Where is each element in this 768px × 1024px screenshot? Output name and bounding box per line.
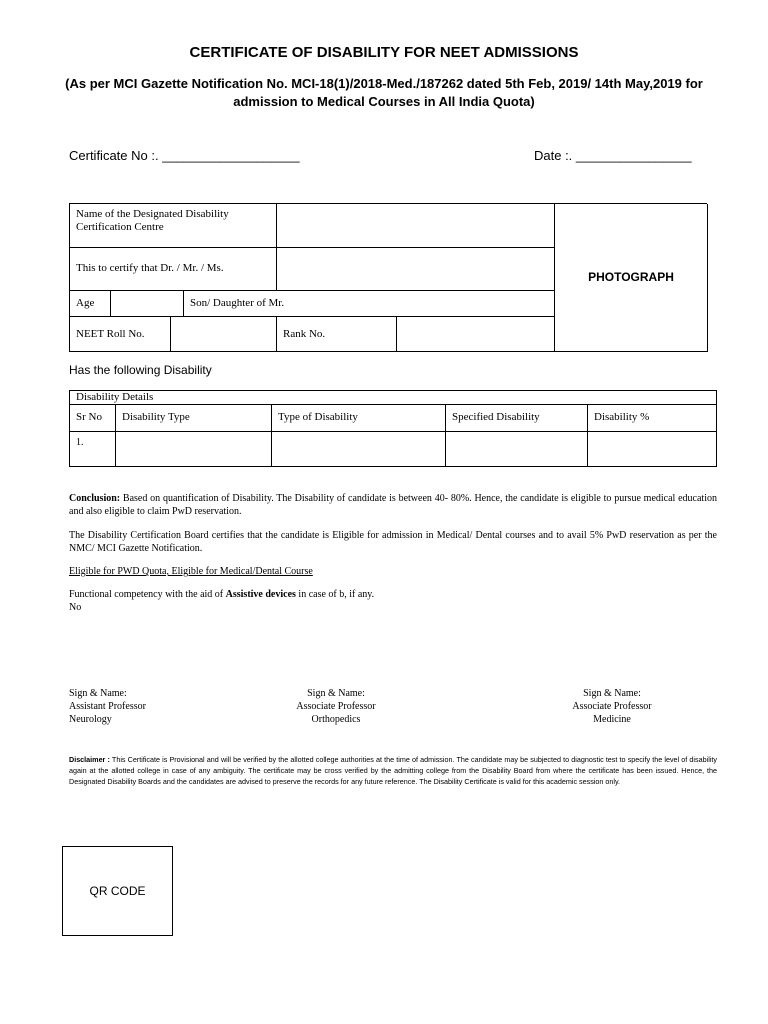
candidate-info-table: [69, 203, 707, 352]
col-sr-no: Sr No: [70, 405, 116, 432]
disclaimer: [69, 754, 717, 787]
signature-block-orthopedics: [260, 687, 412, 726]
has-disability-label: Has the following Disability: [69, 363, 212, 377]
department: Neurology: [69, 714, 112, 725]
centre-label: Name of the Designated Disability Certification Centre: [70, 204, 277, 248]
candidate-name-cell: [277, 248, 555, 291]
col-disability-percent: Disability %: [588, 405, 717, 432]
sign-name-label: Sign & Name:: [583, 688, 641, 699]
designation: Associate Professor: [572, 701, 652, 712]
board-statement: The Disability Certification Board certifies that the candidate is Eligible for admission in Medical/ Dental courses and to avail 5% PwD reservation as per the NMC/ MCI Gazette Notification.: [69, 530, 717, 554]
centre-value-cell: [277, 204, 555, 248]
row-1-sr-no: 1.: [70, 432, 116, 467]
rank-label: Rank No.: [277, 317, 397, 352]
assistive-devices: Assistive devices: [225, 589, 296, 600]
sign-name-label: Sign & Name:: [69, 688, 127, 699]
designation: Associate Professor: [296, 701, 376, 712]
designation: Assistant Professor: [69, 701, 146, 712]
age-label: Age: [70, 291, 111, 317]
disability-details-table: [69, 390, 717, 467]
department: Medicine: [593, 714, 631, 725]
signature-block-medicine: [536, 687, 688, 726]
date-blank: ________________: [575, 148, 692, 163]
col-disability-type: Disability Type: [116, 405, 272, 432]
photograph-box: PHOTOGRAPH: [555, 204, 708, 352]
eligibility-statement: Eligible for PWD Quota, Eligible for Medical/Dental Course: [69, 566, 313, 577]
col-type-of-disability: Type of Disability: [272, 405, 446, 432]
sign-name-label: Sign & Name:: [307, 688, 365, 699]
conclusion-label: Conclusion:: [69, 493, 121, 504]
certificate-no-label: Certificate No :.: [69, 148, 159, 163]
qr-code-label: QR CODE: [89, 884, 146, 898]
conclusion-paragraph: [69, 492, 717, 518]
department: Orthopedics: [311, 714, 361, 725]
disclaimer-text: This Certificate is Provisional and will be verified by the allotted college authorities at the time of admission. The candidate may be subjected to diagnostic test to specify the level of disability again at the allotted college in case of any ambiguity. The certificate may be cross verified by the admitting college from the Disability Board from where the certificate has been issued. Hence, the Designated Disability Boards and the candidates are advised to preserve the records for any future reference. The Disability Certificate is valid for this academic session only.: [69, 755, 717, 786]
row-1-type-of-disability: [272, 432, 446, 467]
functional-prefix: Functional competency with the aid of: [69, 589, 226, 600]
functional-answer: No: [69, 602, 82, 613]
row-1-disability-percent: [588, 432, 717, 467]
date-label: Date :.: [534, 148, 573, 163]
disclaimer-label: Disclaimer :: [69, 755, 110, 764]
row-1-specified-disability: [446, 432, 588, 467]
functional-suffix: in case of b, if any.: [295, 589, 375, 600]
certificate-no-blank: ___________________: [162, 148, 300, 163]
certificate-date: [534, 148, 692, 163]
disability-details-caption: Disability Details: [70, 391, 717, 405]
conclusion-text: Based on quantification of Disability. The Disability of candidate is between 40- 80%. Hence, the candidate is eligible to pursue medical education and also eligible to claim PwD reservation.: [69, 493, 717, 517]
signature-block-neurology: [69, 687, 146, 726]
qr-code-box: [62, 846, 173, 936]
age-value-cell: [111, 291, 184, 317]
col-specified-disability: Specified Disability: [446, 405, 588, 432]
neet-roll-label: NEET Roll No.: [70, 317, 171, 352]
functional-competency: [69, 588, 717, 601]
neet-roll-value-cell: [171, 317, 277, 352]
gazette-subtitle: (As per MCI Gazette Notification No. MCI-18(1)/2018-Med./187262 dated 5th Feb, 2019/ 14th May,2019 for admission to Medical Courses in All India Quota): [65, 76, 703, 109]
rank-value-cell: [397, 317, 555, 352]
son-daughter-label: Son/ Daughter of Mr.: [184, 291, 555, 317]
page-title: CERTIFICATE OF DISABILITY FOR NEET ADMISSIONS: [189, 44, 579, 61]
certify-label: This to certify that Dr. / Mr. / Ms.: [70, 248, 277, 291]
row-1-disability-type: [116, 432, 272, 467]
certificate-no: [69, 148, 300, 163]
